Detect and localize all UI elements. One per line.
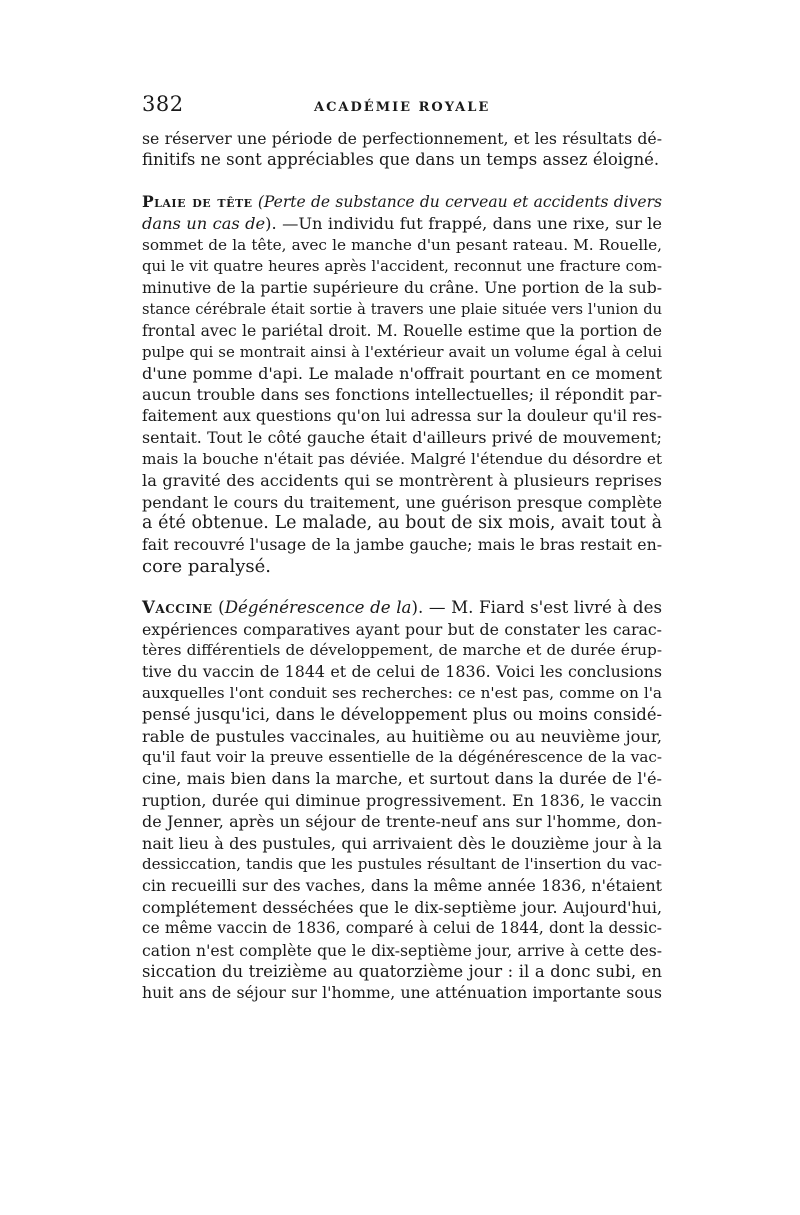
section-rubric: Plaie de tête — [142, 191, 253, 211]
text-line: nait lieu à des pustules, qui arrivaient dès le douzième jour à la — [142, 833, 662, 853]
text-line: d'une pomme d'api. Le malade n'offrait pourtant en ce moment — [142, 364, 662, 384]
text-line: minutive de la partie supérieure du crâne. Une portion de la sub- — [142, 278, 662, 298]
paragraph-continuation — [142, 128, 662, 171]
text-line: finitifs ne sont appréciables que dans un temps assez éloigné. — [142, 150, 660, 170]
text-line: tères différentiels de développement, de marche et de durée érup- — [142, 640, 662, 659]
paragraph-plaie-de-tete — [142, 191, 662, 577]
running-title: ACADÉMIE ROYALE — [314, 100, 491, 115]
text-line: rable de pustules vaccinales, au huitième ou au neuvième jour, — [142, 726, 662, 746]
text-line: cine, mais bien dans la marche, et surtout dans la durée de l'é- — [142, 769, 662, 789]
text-line: la gravité des accidents qui se montrèrent à plusieurs reprises — [142, 471, 662, 491]
text-line: sommet de la tête, avec le manche d'un pesant rateau. M. Rouelle, — [142, 235, 662, 254]
running-head — [142, 92, 662, 128]
text-line: huit ans de séjour sur l'homme, une atténuation importante sous — [142, 983, 662, 1003]
text-line: pendant le cours du traitement, une guérison presque complète — [142, 492, 662, 512]
page-number: 382 — [142, 92, 184, 116]
text-line: a été obtenue. Le malade, au bout de six mois, avait tout à — [142, 512, 662, 533]
rubric-subtitle-cont: dans un cas de — [142, 214, 266, 234]
text-line — [142, 213, 662, 234]
text-line: Vaccine (Dégénérescence de la). — M. Fiard s'est livré à des — [142, 597, 663, 618]
text-line: se réserver une période de perfectionnement, et les résultats dé- — [142, 129, 662, 148]
rubric-subtitle: Dégénérescence de la — [224, 598, 412, 618]
text-line: frontal avec le pariétal droit. M. Rouelle estime que la portion de — [142, 321, 662, 341]
text-line: dessiccation, tandis que les pustules résultant de l'insertion du vac- — [142, 855, 662, 873]
text-line: pulpe qui se montrait ainsi à l'extérieur avait un volume égal à celui — [142, 342, 662, 361]
text-line — [142, 191, 662, 213]
text-line: de Jenner, après un séjour de trente-neuf ans sur l'homme, don- — [142, 812, 662, 832]
section-rubric: Vaccine — [142, 597, 213, 618]
book-page — [142, 92, 662, 1004]
text-line: qui le vit quatre heures après l'accident, reconnut une fracture com- — [142, 257, 662, 276]
rubric-subtitle: (Perte de substance du cerveau et accidents divers — [257, 192, 662, 211]
paragraph-vaccine — [142, 597, 662, 1004]
text-line: sentait. Tout le côté gauche était d'ailleurs privé de mouvement; — [142, 428, 662, 448]
text-line: stance cérébrale était sortie à travers une plaie située vers l'union du — [142, 300, 662, 318]
text-line: cation n'est complète que le dix-septième jour, arrive à cette des- — [142, 940, 662, 960]
text-line: auxquelles l'ont conduit ses recherches: ce n'est pas, comme on l'a — [142, 683, 662, 702]
text-line: fait recouvré l'usage de la jambe gauche; mais le bras restait en- — [142, 535, 662, 555]
text-line: mais la bouche n'était pas déviée. Malgré l'étendue du désordre et — [142, 449, 662, 468]
text-line: faitement aux questions qu'on lui adressa sur la douleur qu'il res- — [142, 406, 662, 425]
text-fragment: ). — M. Fiard s'est livré à des — [411, 598, 663, 618]
text-line: core paralysé. — [142, 555, 272, 577]
text-line: aucun trouble dans ses fonctions intellectuelles; il répondit par- — [142, 385, 662, 405]
text-line: pensé jusqu'ici, dans le développement plus ou moins considé- — [142, 705, 662, 725]
text-line: cin recueilli sur des vaches, dans la même année 1836, n'étaient — [142, 876, 662, 896]
text-line: ce même vaccin de 1836, comparé à celui de 1844, dont la dessic- — [142, 919, 662, 938]
text-line: expériences comparatives ayant pour but de constater les carac- — [142, 619, 662, 639]
text-fragment: ). —Un individu fut frappé, dans une rixe, sur le — [265, 214, 662, 234]
text-line: complétement desséchées que le dix-septième jour. Aujourd'hui, — [142, 897, 662, 917]
text-line: ruption, durée qui diminue progressivement. En 1836, le vaccin — [142, 790, 662, 810]
text-line: siccation du treizième au quatorzième jour : il a donc subi, en — [142, 962, 662, 982]
text-line: tive du vaccin de 1844 et de celui de 1836. Voici les conclusions — [142, 662, 662, 682]
text-line: qu'il faut voir la preuve essentielle de la dégénérescence de la vac- — [142, 747, 662, 766]
